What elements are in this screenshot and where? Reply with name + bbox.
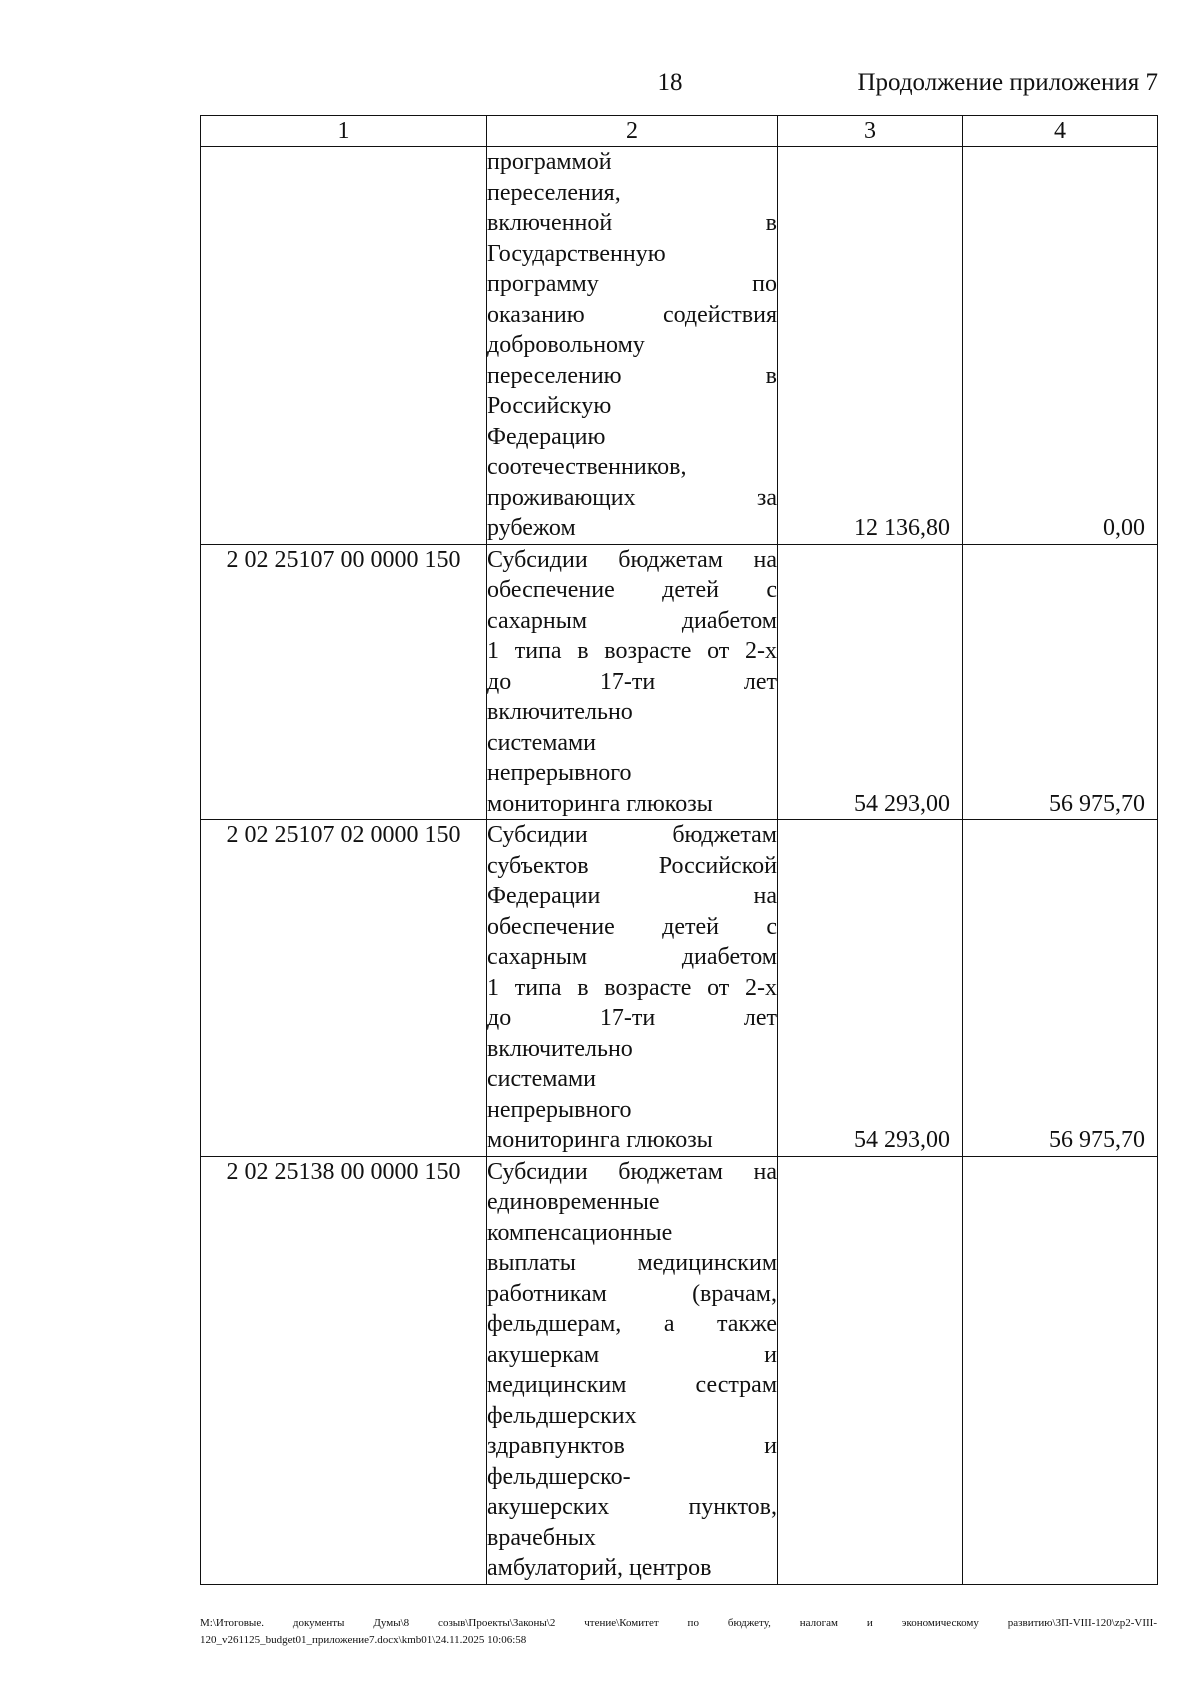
description-line: компенсационные (487, 1219, 673, 1246)
description-line: мониторинга глюкозы (487, 1127, 713, 1153)
amount-col4-cell: 0,00 (963, 147, 1158, 545)
description-line: непрерывного (487, 760, 632, 786)
description-line: до 17-ти лет (487, 668, 777, 695)
budget-code-cell: 2 02 25107 02 0000 150 (201, 820, 487, 1157)
description-line: включительно (487, 699, 633, 725)
description-line: медицинским сестрам (487, 1372, 777, 1398)
description-line: Российскую (487, 393, 612, 419)
amount-col4-cell (963, 1156, 1158, 1584)
description-line: 1 типа в возрасте от 2-х (487, 638, 777, 664)
document-file-path: M:\Итоговые. документы Думы\8 созыв\Проекты\Законы\2 чтение\Комитет по бюджету, налогам и экономическому развитию\ЗП-VIII-120\zp2-VIII-120_v261125_budget01_приложение7.docx\kmb01\24.11.2025 10:06:58 (200, 1617, 1157, 1646)
description-line: соотечественников, (487, 454, 687, 480)
column-header: 4 (963, 116, 1158, 147)
amount-col3-cell: 12 136,80 (778, 147, 963, 545)
description-line: акушерских пунктов, (487, 1494, 777, 1520)
description-line: оказанию содействия (487, 301, 777, 328)
budget-code-cell: 2 02 25138 00 0000 150 (201, 1156, 487, 1584)
table-row (201, 147, 1158, 545)
description-line: системами (487, 729, 596, 756)
description-line: программой (487, 149, 612, 175)
budget-table (200, 115, 1158, 1585)
description-line: амбулаторий, центров (487, 1555, 712, 1581)
description-line: Субсидии бюджетам (487, 822, 777, 848)
description-cell (487, 147, 778, 545)
amount-col3-cell: 54 293,00 (778, 544, 963, 820)
budget-code-cell (201, 147, 487, 545)
description-line: обеспечение детей с (487, 913, 777, 940)
description-line: фельдшерам, а также (487, 1311, 777, 1337)
budget-code-cell: 2 02 25107 00 0000 150 (201, 544, 487, 820)
description-line: обеспечение детей с (487, 577, 777, 603)
description-line: сахарным диабетом (487, 607, 777, 634)
column-header: 1 (201, 116, 487, 147)
description-line: Государственную (487, 240, 666, 267)
description-line: рубежом (487, 515, 576, 541)
amount-col4-cell: 56 975,70 (963, 820, 1158, 1157)
amount-col3-cell (778, 1156, 963, 1584)
description-line: переселению в (487, 362, 777, 389)
description-line: субъектов Российской (487, 852, 777, 879)
table-header-row (201, 116, 1158, 147)
description-cell (487, 1156, 778, 1584)
description-cell (487, 820, 778, 1157)
description-line: системами (487, 1066, 596, 1092)
description-line: здравпунктов и (487, 1433, 777, 1459)
description-line: 1 типа в возрасте от 2-х (487, 974, 777, 1001)
table-row (201, 544, 1158, 820)
description-line: фельдшерских (487, 1402, 637, 1429)
description-line: включительно (487, 1035, 633, 1062)
description-line: работникам (врачам, (487, 1280, 777, 1307)
description-line: врачебных (487, 1524, 596, 1551)
description-line: переселения, (487, 179, 621, 206)
page-number: 18 (657, 69, 683, 96)
description-line: непрерывного (487, 1096, 632, 1123)
appendix-continuation-title: Продолжение приложения 7 (857, 69, 1158, 96)
description-line: выплаты медицинским (487, 1250, 777, 1276)
table-row (201, 1156, 1158, 1584)
description-line: Субсидии бюджетам на (487, 1158, 777, 1185)
amount-col4-cell: 56 975,70 (963, 544, 1158, 820)
description-line: акушеркам и (487, 1341, 777, 1368)
description-line: Федерации на (487, 883, 777, 909)
description-line: до 17-ти лет (487, 1005, 777, 1031)
amount-col3-cell: 54 293,00 (778, 820, 963, 1157)
description-line: единовременные (487, 1189, 660, 1215)
table-row (201, 820, 1158, 1157)
description-line: Субсидии бюджетам на (487, 546, 777, 573)
column-header: 3 (778, 116, 963, 147)
description-line: программу по (487, 271, 777, 297)
description-cell (487, 544, 778, 820)
description-line: включенной в (487, 210, 777, 236)
column-header: 2 (487, 116, 778, 147)
description-line: добровольному (487, 332, 645, 358)
description-line: сахарным диабетом (487, 944, 777, 970)
description-line: Федерацию (487, 423, 606, 450)
description-line: мониторинга глюкозы (487, 790, 713, 817)
description-line: проживающих за (487, 484, 777, 511)
description-line: фельдшерско- (487, 1463, 631, 1490)
